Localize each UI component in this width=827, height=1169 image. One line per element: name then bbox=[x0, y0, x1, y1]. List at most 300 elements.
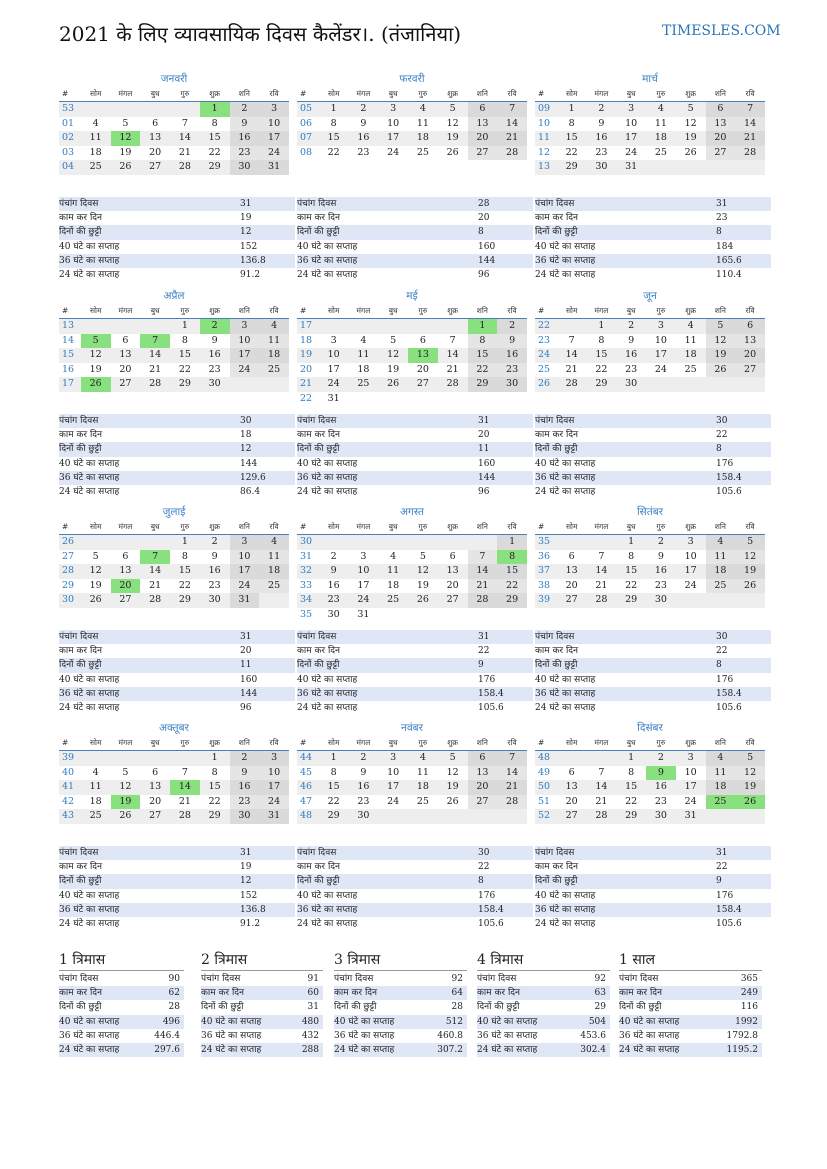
day-cell[interactable]: 22 bbox=[208, 146, 221, 158]
day-cell[interactable]: 19 bbox=[111, 795, 141, 810]
day-cell[interactable]: 22 bbox=[625, 579, 638, 591]
day-cell[interactable]: 4 bbox=[706, 751, 736, 766]
day-cell[interactable]: 23 bbox=[625, 363, 638, 375]
day-cell[interactable]: 29 bbox=[178, 378, 191, 389]
day-cell[interactable]: 25 bbox=[654, 146, 667, 158]
day-cell[interactable]: 22 bbox=[178, 363, 191, 375]
day-cell[interactable]: 18 bbox=[654, 132, 667, 143]
day-cell[interactable]: 9 bbox=[230, 117, 260, 132]
day-cell[interactable]: 13 bbox=[446, 565, 459, 576]
day-cell[interactable]: 27 bbox=[468, 146, 498, 161]
day-cell[interactable]: 22 bbox=[595, 363, 608, 375]
day-cell[interactable]: 14 bbox=[497, 766, 527, 781]
day-cell[interactable]: 26 bbox=[119, 161, 132, 172]
day-cell[interactable]: 6 bbox=[568, 550, 575, 562]
day-cell[interactable]: 8 bbox=[468, 334, 498, 349]
day-cell[interactable]: 11 bbox=[259, 334, 289, 349]
day-cell[interactable]: 26 bbox=[706, 363, 736, 378]
day-cell[interactable]: 7 bbox=[568, 334, 575, 346]
day-cell[interactable]: 20 bbox=[119, 363, 132, 375]
day-cell[interactable]: 24 bbox=[654, 363, 667, 375]
day-cell[interactable]: 8 bbox=[330, 117, 337, 129]
day-cell[interactable]: 9 bbox=[360, 766, 367, 778]
day-cell[interactable]: 13 bbox=[706, 117, 736, 132]
day-cell[interactable]: 11 bbox=[259, 550, 289, 565]
day-cell[interactable]: 5 bbox=[122, 117, 129, 129]
day-cell[interactable]: 12 bbox=[684, 117, 697, 129]
day-cell[interactable]: 7 bbox=[181, 117, 188, 129]
day-cell[interactable]: 25 bbox=[706, 579, 736, 594]
day-cell[interactable]: 16 bbox=[654, 565, 667, 576]
day-cell[interactable]: 11 bbox=[357, 349, 370, 360]
day-cell[interactable]: 5 bbox=[706, 319, 736, 334]
day-cell[interactable]: 25 bbox=[357, 378, 370, 389]
day-cell[interactable]: 16 bbox=[654, 781, 667, 792]
day-cell[interactable]: 20 bbox=[565, 579, 578, 591]
day-cell[interactable]: 27 bbox=[149, 161, 162, 172]
day-cell[interactable]: 10 bbox=[327, 349, 340, 360]
day-cell[interactable]: 18 bbox=[89, 146, 102, 158]
day-cell[interactable]: 13 bbox=[408, 348, 438, 363]
day-cell[interactable]: 23 bbox=[357, 795, 370, 807]
day-cell[interactable]: 15 bbox=[595, 349, 608, 360]
day-cell[interactable]: 8 bbox=[181, 334, 188, 346]
day-cell[interactable]: 23 bbox=[357, 146, 370, 158]
day-cell[interactable]: 1 bbox=[200, 102, 230, 117]
day-cell[interactable]: 5 bbox=[81, 334, 111, 349]
day-cell[interactable]: 12 bbox=[387, 349, 400, 360]
day-cell[interactable]: 10 bbox=[230, 550, 260, 565]
day-cell[interactable]: 7 bbox=[497, 102, 527, 117]
day-cell[interactable]: 20 bbox=[111, 579, 141, 594]
day-cell[interactable]: 2 bbox=[628, 320, 635, 331]
day-cell[interactable]: 14 bbox=[735, 117, 765, 132]
day-cell[interactable]: 19 bbox=[706, 348, 736, 363]
day-cell[interactable]: 7 bbox=[140, 550, 170, 565]
day-cell[interactable]: 13 bbox=[565, 781, 578, 792]
day-cell[interactable]: 16 bbox=[357, 132, 370, 143]
day-cell[interactable]: 4 bbox=[657, 103, 664, 114]
day-cell[interactable]: 27 bbox=[706, 146, 736, 161]
day-cell[interactable]: 5 bbox=[449, 752, 456, 763]
day-cell[interactable]: 3 bbox=[259, 102, 289, 117]
day-cell[interactable]: 21 bbox=[149, 579, 162, 591]
day-cell[interactable]: 12 bbox=[89, 565, 102, 576]
day-cell[interactable]: 31 bbox=[259, 160, 289, 175]
day-cell[interactable]: 21 bbox=[178, 146, 191, 158]
day-cell[interactable]: 19 bbox=[119, 146, 132, 158]
day-cell[interactable]: 9 bbox=[330, 565, 337, 576]
day-cell[interactable]: 17 bbox=[625, 132, 638, 143]
day-cell[interactable]: 15 bbox=[625, 565, 638, 576]
day-cell[interactable]: 8 bbox=[628, 766, 635, 778]
day-cell[interactable]: 12 bbox=[446, 766, 459, 778]
day-cell[interactable]: 12 bbox=[446, 117, 459, 129]
day-cell[interactable]: 22 bbox=[208, 795, 221, 807]
day-cell[interactable]: 12 bbox=[89, 349, 102, 360]
day-cell[interactable]: 13 bbox=[149, 132, 162, 143]
day-cell[interactable]: 28 bbox=[468, 593, 498, 608]
day-cell[interactable]: 6 bbox=[122, 550, 129, 562]
day-cell[interactable]: 18 bbox=[706, 780, 736, 795]
day-cell[interactable]: 13 bbox=[468, 766, 498, 781]
day-cell[interactable]: 4 bbox=[92, 117, 99, 129]
day-cell[interactable]: 6 bbox=[449, 550, 456, 562]
day-cell[interactable]: 27 bbox=[119, 594, 132, 605]
day-cell[interactable]: 12 bbox=[111, 131, 141, 146]
day-cell[interactable]: 2 bbox=[211, 536, 218, 547]
day-cell[interactable]: 8 bbox=[628, 550, 635, 562]
day-cell[interactable]: 17 bbox=[230, 348, 260, 363]
day-cell[interactable]: 24 bbox=[387, 795, 400, 807]
day-cell[interactable]: 21 bbox=[595, 579, 608, 591]
day-cell[interactable]: 13 bbox=[119, 565, 132, 576]
day-cell[interactable]: 11 bbox=[387, 565, 400, 576]
day-cell[interactable]: 5 bbox=[687, 103, 694, 114]
day-cell[interactable]: 1 bbox=[497, 535, 527, 550]
day-cell[interactable]: 29 bbox=[208, 161, 221, 172]
day-cell[interactable]: 21 bbox=[446, 363, 459, 375]
day-cell[interactable]: 14 bbox=[446, 349, 459, 360]
day-cell[interactable]: 14 bbox=[595, 781, 608, 792]
day-cell[interactable]: 13 bbox=[149, 781, 162, 792]
day-cell[interactable]: 26 bbox=[89, 594, 102, 605]
day-cell[interactable]: 10 bbox=[684, 550, 697, 562]
day-cell[interactable]: 4 bbox=[390, 550, 397, 562]
day-cell[interactable]: 4 bbox=[419, 752, 426, 763]
day-cell[interactable]: 2 bbox=[200, 319, 230, 334]
day-cell[interactable]: 9 bbox=[360, 117, 367, 129]
day-cell[interactable]: 4 bbox=[259, 319, 289, 334]
day-cell[interactable]: 1 bbox=[181, 320, 188, 331]
day-cell[interactable]: 13 bbox=[468, 117, 498, 132]
day-cell[interactable]: 3 bbox=[628, 103, 635, 114]
day-cell[interactable]: 3 bbox=[360, 550, 367, 562]
day-cell[interactable]: 25 bbox=[416, 795, 429, 807]
day-cell[interactable]: 23 bbox=[208, 579, 221, 591]
day-cell[interactable]: 21 bbox=[497, 780, 527, 795]
day-cell[interactable]: 11 bbox=[706, 766, 736, 781]
day-cell[interactable]: 12 bbox=[416, 565, 429, 576]
day-cell[interactable]: 28 bbox=[595, 810, 608, 821]
day-cell[interactable]: 13 bbox=[119, 349, 132, 360]
day-cell[interactable]: 5 bbox=[122, 766, 129, 778]
day-cell[interactable]: 24 bbox=[259, 795, 289, 810]
day-cell[interactable]: 3 bbox=[330, 334, 337, 346]
day-cell[interactable]: 10 bbox=[684, 766, 697, 778]
day-cell[interactable]: 24 bbox=[327, 378, 340, 389]
day-cell[interactable]: 4 bbox=[419, 103, 426, 114]
day-cell[interactable]: 5 bbox=[92, 550, 99, 562]
day-cell[interactable]: 14 bbox=[497, 117, 527, 132]
day-cell[interactable]: 14 bbox=[178, 132, 191, 143]
day-cell[interactable]: 5 bbox=[449, 103, 456, 114]
day-cell[interactable]: 5 bbox=[735, 535, 765, 550]
day-cell[interactable]: 31 bbox=[327, 392, 340, 404]
day-cell[interactable]: 12 bbox=[735, 550, 765, 565]
day-cell[interactable]: 7 bbox=[140, 334, 170, 349]
day-cell[interactable]: 19 bbox=[387, 363, 400, 375]
day-cell[interactable]: 18 bbox=[387, 579, 400, 591]
day-cell[interactable]: 7 bbox=[468, 550, 498, 565]
day-cell[interactable]: 28 bbox=[595, 594, 608, 605]
day-cell[interactable]: 26 bbox=[684, 146, 697, 158]
day-cell[interactable]: 1 bbox=[211, 752, 218, 763]
day-cell[interactable]: 24 bbox=[259, 146, 289, 161]
day-cell[interactable]: 18 bbox=[684, 349, 697, 360]
day-cell[interactable]: 6 bbox=[122, 334, 129, 346]
day-cell[interactable]: 10 bbox=[387, 117, 400, 129]
day-cell[interactable]: 24 bbox=[625, 146, 638, 158]
day-cell[interactable]: 19 bbox=[735, 564, 765, 579]
day-cell[interactable]: 31 bbox=[357, 608, 370, 620]
day-cell[interactable]: 18 bbox=[416, 781, 429, 792]
day-cell[interactable]: 29 bbox=[595, 378, 608, 389]
day-cell[interactable]: 8 bbox=[330, 766, 337, 778]
day-cell[interactable]: 14 bbox=[170, 780, 200, 795]
day-cell[interactable]: 1 bbox=[568, 103, 575, 114]
day-cell[interactable]: 2 bbox=[598, 103, 605, 114]
day-cell[interactable]: 26 bbox=[735, 579, 765, 594]
day-cell[interactable]: 26 bbox=[446, 146, 459, 158]
day-cell[interactable]: 27 bbox=[119, 378, 132, 389]
day-cell[interactable]: 27 bbox=[149, 810, 162, 821]
day-cell[interactable]: 6 bbox=[152, 117, 159, 129]
day-cell[interactable]: 2 bbox=[657, 536, 664, 547]
day-cell[interactable]: 2 bbox=[330, 550, 337, 562]
day-cell[interactable]: 6 bbox=[706, 102, 736, 117]
day-cell[interactable]: 25 bbox=[684, 363, 697, 375]
day-cell[interactable]: 18 bbox=[259, 348, 289, 363]
day-cell[interactable]: 15 bbox=[327, 132, 340, 143]
day-cell[interactable]: 7 bbox=[449, 334, 456, 346]
day-cell[interactable]: 19 bbox=[735, 780, 765, 795]
day-cell[interactable]: 6 bbox=[468, 751, 498, 766]
day-cell[interactable]: 1 bbox=[330, 103, 337, 114]
day-cell[interactable]: 3 bbox=[259, 751, 289, 766]
day-cell[interactable]: 2 bbox=[657, 752, 664, 763]
day-cell[interactable]: 2 bbox=[230, 102, 260, 117]
day-cell[interactable]: 8 bbox=[211, 766, 218, 778]
day-cell[interactable]: 10 bbox=[230, 334, 260, 349]
day-cell[interactable]: 24 bbox=[387, 146, 400, 158]
day-cell[interactable]: 1 bbox=[330, 752, 337, 763]
day-cell[interactable]: 1 bbox=[468, 319, 498, 334]
day-cell[interactable]: 1 bbox=[598, 320, 605, 331]
day-cell[interactable]: 23 bbox=[230, 795, 260, 810]
day-cell[interactable]: 15 bbox=[208, 132, 221, 143]
day-cell[interactable]: 16 bbox=[208, 349, 221, 360]
day-cell[interactable]: 19 bbox=[416, 579, 429, 591]
day-cell[interactable]: 4 bbox=[92, 766, 99, 778]
day-cell[interactable]: 18 bbox=[416, 132, 429, 143]
day-cell[interactable]: 8 bbox=[211, 117, 218, 129]
day-cell[interactable]: 25 bbox=[416, 146, 429, 158]
day-cell[interactable]: 3 bbox=[390, 752, 397, 763]
day-cell[interactable]: 14 bbox=[565, 349, 578, 360]
day-cell[interactable]: 10 bbox=[654, 334, 667, 346]
day-cell[interactable]: 12 bbox=[706, 334, 736, 349]
day-cell[interactable]: 17 bbox=[684, 781, 697, 792]
day-cell[interactable]: 15 bbox=[178, 565, 191, 576]
day-cell[interactable]: 12 bbox=[735, 766, 765, 781]
day-cell[interactable]: 4 bbox=[259, 535, 289, 550]
day-cell[interactable]: 24 bbox=[684, 579, 697, 591]
day-cell[interactable]: 2 bbox=[360, 752, 367, 763]
day-cell[interactable]: 20 bbox=[706, 131, 736, 146]
day-cell[interactable]: 3 bbox=[230, 535, 260, 550]
day-cell[interactable]: 26 bbox=[416, 594, 429, 605]
day-cell[interactable]: 22 bbox=[497, 579, 527, 594]
day-cell[interactable]: 1 bbox=[181, 536, 188, 547]
day-cell[interactable]: 30 bbox=[497, 377, 527, 392]
day-cell[interactable]: 30 bbox=[654, 594, 667, 605]
day-cell[interactable]: 9 bbox=[628, 334, 635, 346]
day-cell[interactable]: 22 bbox=[565, 146, 578, 158]
day-cell[interactable]: 8 bbox=[568, 117, 575, 129]
day-cell[interactable]: 27 bbox=[468, 795, 498, 810]
day-cell[interactable]: 26 bbox=[81, 377, 111, 392]
day-cell[interactable]: 7 bbox=[598, 550, 605, 562]
day-cell[interactable]: 11 bbox=[416, 766, 429, 778]
day-cell[interactable]: 5 bbox=[419, 550, 426, 562]
day-cell[interactable]: 8 bbox=[598, 334, 605, 346]
day-cell[interactable]: 31 bbox=[625, 161, 638, 172]
day-cell[interactable]: 23 bbox=[497, 363, 527, 378]
day-cell[interactable]: 21 bbox=[149, 363, 162, 375]
day-cell[interactable]: 28 bbox=[565, 378, 578, 389]
day-cell[interactable]: 30 bbox=[595, 161, 608, 172]
day-cell[interactable]: 22 bbox=[468, 363, 498, 378]
day-cell[interactable]: 12 bbox=[119, 781, 132, 792]
day-cell[interactable]: 15 bbox=[327, 781, 340, 792]
day-cell[interactable]: 30 bbox=[208, 378, 221, 389]
day-cell[interactable]: 13 bbox=[735, 334, 765, 349]
day-cell[interactable]: 3 bbox=[657, 320, 664, 331]
day-cell[interactable]: 21 bbox=[178, 795, 191, 807]
day-cell[interactable]: 14 bbox=[468, 564, 498, 579]
day-cell[interactable]: 28 bbox=[178, 161, 191, 172]
day-cell[interactable]: 18 bbox=[706, 564, 736, 579]
day-cell[interactable]: 28 bbox=[149, 378, 162, 389]
day-cell[interactable]: 23 bbox=[208, 363, 221, 375]
day-cell[interactable]: 20 bbox=[735, 348, 765, 363]
day-cell[interactable]: 1 bbox=[628, 536, 635, 547]
day-cell[interactable]: 28 bbox=[735, 146, 765, 161]
day-cell[interactable]: 23 bbox=[654, 579, 667, 591]
day-cell[interactable]: 2 bbox=[230, 751, 260, 766]
day-cell[interactable]: 29 bbox=[565, 161, 578, 172]
day-cell[interactable]: 6 bbox=[419, 334, 426, 346]
day-cell[interactable]: 16 bbox=[625, 349, 638, 360]
day-cell[interactable]: 29 bbox=[178, 594, 191, 605]
day-cell[interactable]: 19 bbox=[446, 781, 459, 792]
day-cell[interactable]: 31 bbox=[230, 593, 260, 608]
day-cell[interactable]: 11 bbox=[706, 550, 736, 565]
day-cell[interactable]: 30 bbox=[208, 594, 221, 605]
day-cell[interactable]: 19 bbox=[684, 132, 697, 143]
day-cell[interactable]: 25 bbox=[387, 594, 400, 605]
day-cell[interactable]: 21 bbox=[565, 363, 578, 375]
day-cell[interactable]: 18 bbox=[357, 363, 370, 375]
day-cell[interactable]: 20 bbox=[468, 131, 498, 146]
day-cell[interactable]: 20 bbox=[565, 795, 578, 807]
day-cell[interactable]: 10 bbox=[259, 766, 289, 781]
day-cell[interactable]: 10 bbox=[387, 766, 400, 778]
day-cell[interactable]: 17 bbox=[387, 132, 400, 143]
day-cell[interactable]: 15 bbox=[497, 564, 527, 579]
day-cell[interactable]: 15 bbox=[208, 781, 221, 792]
day-cell[interactable]: 25 bbox=[259, 363, 289, 378]
day-cell[interactable]: 17 bbox=[259, 131, 289, 146]
day-cell[interactable]: 27 bbox=[735, 363, 765, 378]
day-cell[interactable]: 9 bbox=[211, 550, 218, 562]
day-cell[interactable]: 23 bbox=[327, 594, 340, 605]
day-cell[interactable]: 24 bbox=[230, 579, 260, 594]
day-cell[interactable]: 25 bbox=[89, 161, 102, 172]
day-cell[interactable]: 24 bbox=[357, 594, 370, 605]
day-cell[interactable]: 20 bbox=[468, 780, 498, 795]
day-cell[interactable]: 21 bbox=[735, 131, 765, 146]
day-cell[interactable]: 31 bbox=[684, 810, 697, 821]
day-cell[interactable]: 10 bbox=[259, 117, 289, 132]
day-cell[interactable]: 11 bbox=[684, 334, 697, 346]
day-cell[interactable]: 17 bbox=[387, 781, 400, 792]
day-cell[interactable]: 26 bbox=[446, 795, 459, 807]
day-cell[interactable]: 9 bbox=[646, 766, 676, 781]
day-cell[interactable]: 15 bbox=[178, 349, 191, 360]
day-cell[interactable]: 16 bbox=[230, 780, 260, 795]
day-cell[interactable]: 3 bbox=[687, 752, 694, 763]
day-cell[interactable]: 6 bbox=[568, 766, 575, 778]
day-cell[interactable]: 29 bbox=[625, 810, 638, 821]
day-cell[interactable]: 25 bbox=[706, 795, 736, 810]
day-cell[interactable]: 30 bbox=[654, 810, 667, 821]
day-cell[interactable]: 19 bbox=[446, 132, 459, 143]
day-cell[interactable]: 28 bbox=[149, 594, 162, 605]
day-cell[interactable]: 11 bbox=[89, 781, 102, 792]
day-cell[interactable]: 29 bbox=[208, 810, 221, 821]
day-cell[interactable]: 26 bbox=[735, 795, 765, 810]
day-cell[interactable]: 9 bbox=[230, 766, 260, 781]
day-cell[interactable]: 13 bbox=[565, 565, 578, 576]
day-cell[interactable]: 19 bbox=[89, 579, 102, 591]
day-cell[interactable]: 17 bbox=[357, 579, 370, 591]
site-link[interactable]: TIMESLES.COM bbox=[662, 23, 781, 39]
day-cell[interactable]: 16 bbox=[230, 131, 260, 146]
day-cell[interactable]: 14 bbox=[595, 565, 608, 576]
day-cell[interactable]: 3 bbox=[687, 536, 694, 547]
day-cell[interactable]: 22 bbox=[327, 795, 340, 807]
day-cell[interactable]: 22 bbox=[178, 579, 191, 591]
day-cell[interactable]: 30 bbox=[357, 810, 370, 821]
day-cell[interactable]: 9 bbox=[211, 334, 218, 346]
day-cell[interactable]: 8 bbox=[497, 550, 527, 565]
day-cell[interactable]: 22 bbox=[625, 795, 638, 807]
day-cell[interactable]: 16 bbox=[595, 132, 608, 143]
day-cell[interactable]: 10 bbox=[357, 565, 370, 576]
day-cell[interactable]: 20 bbox=[416, 363, 429, 375]
day-cell[interactable]: 23 bbox=[654, 795, 667, 807]
day-cell[interactable]: 27 bbox=[565, 810, 578, 821]
day-cell[interactable]: 28 bbox=[446, 378, 459, 389]
day-cell[interactable]: 30 bbox=[230, 809, 260, 824]
day-cell[interactable]: 17 bbox=[684, 565, 697, 576]
day-cell[interactable]: 30 bbox=[230, 160, 260, 175]
day-cell[interactable]: 18 bbox=[259, 564, 289, 579]
day-cell[interactable]: 27 bbox=[416, 378, 429, 389]
day-cell[interactable]: 28 bbox=[497, 146, 527, 161]
